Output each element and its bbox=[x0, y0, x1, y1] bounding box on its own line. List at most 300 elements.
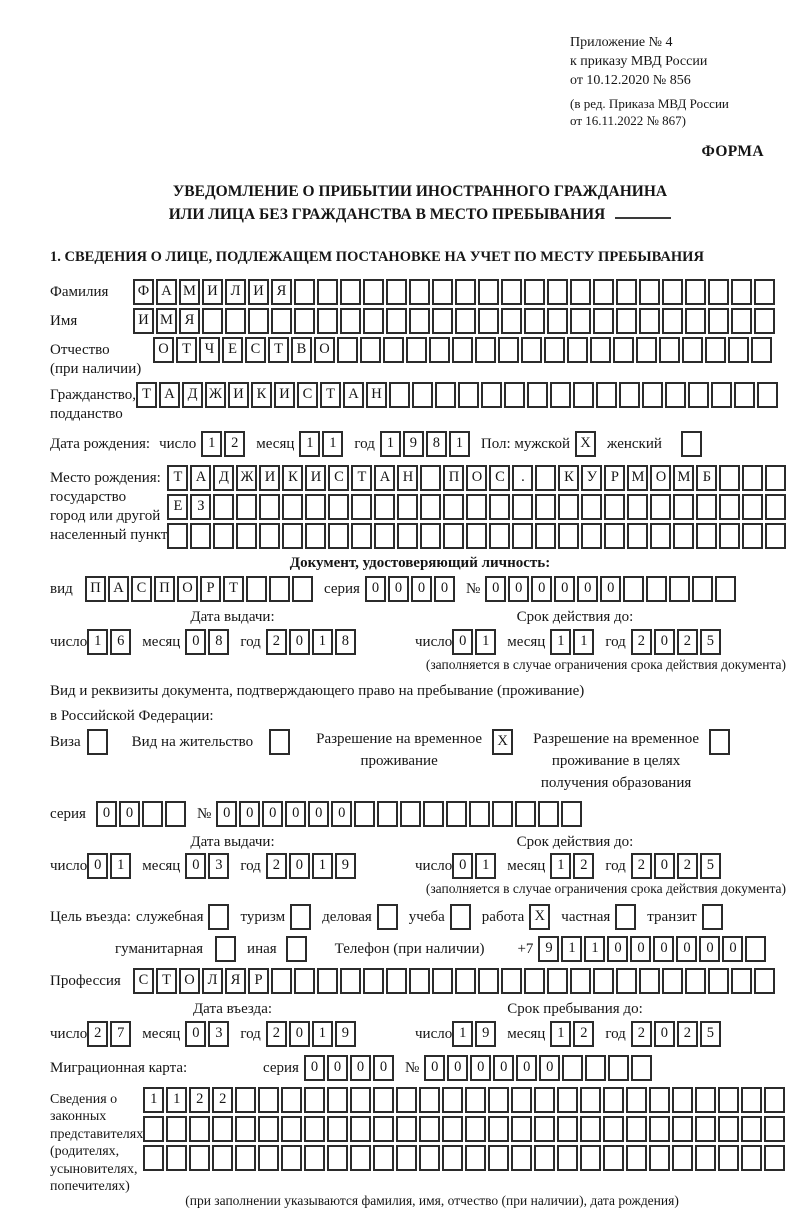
char-box[interactable]: 1 bbox=[322, 431, 343, 457]
char-box[interactable]: 1 bbox=[561, 936, 582, 962]
char-box[interactable] bbox=[580, 1087, 601, 1113]
char-box[interactable] bbox=[672, 1087, 693, 1113]
char-box[interactable] bbox=[419, 1116, 440, 1142]
char-box[interactable]: 2 bbox=[266, 853, 287, 879]
char-box[interactable]: С bbox=[245, 337, 266, 363]
char-box[interactable] bbox=[409, 968, 430, 994]
char-box[interactable] bbox=[627, 523, 648, 549]
char-box[interactable] bbox=[742, 494, 763, 520]
char-box[interactable] bbox=[202, 308, 223, 334]
char-box[interactable]: Т bbox=[167, 465, 188, 491]
char-box[interactable] bbox=[354, 801, 375, 827]
char-box[interactable] bbox=[688, 382, 709, 408]
char-box[interactable] bbox=[465, 1087, 486, 1113]
char-box[interactable] bbox=[512, 494, 533, 520]
char-box[interactable] bbox=[236, 494, 257, 520]
char-box[interactable]: 7 bbox=[110, 1021, 131, 1047]
char-box[interactable]: З bbox=[190, 494, 211, 520]
char-box[interactable]: 0 bbox=[185, 1021, 206, 1047]
char-box[interactable] bbox=[294, 308, 315, 334]
char-box[interactable] bbox=[501, 308, 522, 334]
char-box[interactable] bbox=[406, 337, 427, 363]
char-box[interactable]: Л bbox=[202, 968, 223, 994]
char-box[interactable] bbox=[662, 279, 683, 305]
char-box[interactable] bbox=[547, 968, 568, 994]
char-box[interactable] bbox=[466, 494, 487, 520]
char-box[interactable] bbox=[235, 1145, 256, 1171]
char-box[interactable] bbox=[534, 1145, 555, 1171]
char-box[interactable] bbox=[235, 1087, 256, 1113]
char-box[interactable]: 0 bbox=[493, 1055, 514, 1081]
char-box[interactable] bbox=[189, 1145, 210, 1171]
char-box[interactable] bbox=[481, 382, 502, 408]
char-box[interactable]: 2 bbox=[212, 1087, 233, 1113]
char-box[interactable] bbox=[328, 523, 349, 549]
char-box[interactable] bbox=[489, 523, 510, 549]
char-box[interactable] bbox=[259, 494, 280, 520]
char-box[interactable] bbox=[340, 968, 361, 994]
char-box[interactable] bbox=[478, 968, 499, 994]
char-box[interactable] bbox=[511, 1116, 532, 1142]
char-box[interactable]: Т bbox=[268, 337, 289, 363]
char-box[interactable]: 1 bbox=[312, 1021, 333, 1047]
char-box[interactable] bbox=[535, 494, 556, 520]
char-box[interactable] bbox=[669, 576, 690, 602]
char-box[interactable] bbox=[728, 337, 749, 363]
char-box[interactable]: 2 bbox=[631, 629, 652, 655]
char-box[interactable] bbox=[705, 337, 726, 363]
char-box[interactable] bbox=[258, 1116, 279, 1142]
char-box[interactable] bbox=[590, 337, 611, 363]
char-box[interactable] bbox=[478, 308, 499, 334]
char-box[interactable] bbox=[469, 801, 490, 827]
char-box[interactable]: 1 bbox=[312, 629, 333, 655]
char-box[interactable] bbox=[455, 279, 476, 305]
char-box[interactable] bbox=[636, 337, 657, 363]
char-box[interactable]: Е bbox=[167, 494, 188, 520]
char-box[interactable] bbox=[741, 1116, 762, 1142]
char-box[interactable]: Т bbox=[176, 337, 197, 363]
char-box[interactable] bbox=[455, 968, 476, 994]
char-box[interactable] bbox=[235, 1116, 256, 1142]
visa-checkbox[interactable] bbox=[87, 729, 108, 755]
char-box[interactable]: М bbox=[179, 279, 200, 305]
char-box[interactable] bbox=[711, 382, 732, 408]
char-box[interactable]: 0 bbox=[350, 1055, 371, 1081]
purpose-sluzhebnaya-checkbox[interactable] bbox=[208, 904, 229, 930]
char-box[interactable] bbox=[719, 523, 740, 549]
char-box[interactable] bbox=[719, 465, 740, 491]
char-box[interactable]: А bbox=[156, 279, 177, 305]
char-box[interactable] bbox=[501, 279, 522, 305]
char-box[interactable]: 3 bbox=[208, 1021, 229, 1047]
char-box[interactable] bbox=[642, 382, 663, 408]
char-box[interactable] bbox=[649, 1116, 670, 1142]
purpose-turizm-checkbox[interactable] bbox=[290, 904, 311, 930]
char-box[interactable]: 0 bbox=[304, 1055, 325, 1081]
char-box[interactable]: 0 bbox=[577, 576, 598, 602]
char-box[interactable]: 8 bbox=[208, 629, 229, 655]
char-box[interactable] bbox=[558, 523, 579, 549]
char-box[interactable] bbox=[662, 308, 683, 334]
char-box[interactable]: Т bbox=[320, 382, 341, 408]
char-box[interactable]: Ж bbox=[236, 465, 257, 491]
char-box[interactable] bbox=[731, 968, 752, 994]
char-box[interactable] bbox=[764, 1087, 785, 1113]
char-box[interactable]: 0 bbox=[485, 576, 506, 602]
char-box[interactable] bbox=[650, 523, 671, 549]
char-box[interactable]: 0 bbox=[722, 936, 743, 962]
char-box[interactable]: 1 bbox=[550, 1021, 571, 1047]
char-box[interactable] bbox=[501, 968, 522, 994]
char-box[interactable] bbox=[708, 968, 729, 994]
char-box[interactable] bbox=[623, 576, 644, 602]
char-box[interactable]: С bbox=[328, 465, 349, 491]
char-box[interactable]: 9 bbox=[403, 431, 424, 457]
char-box[interactable] bbox=[504, 382, 525, 408]
char-box[interactable] bbox=[695, 1087, 716, 1113]
char-box[interactable] bbox=[423, 801, 444, 827]
char-box[interactable] bbox=[294, 279, 315, 305]
char-box[interactable]: 6 bbox=[110, 629, 131, 655]
char-box[interactable]: 0 bbox=[516, 1055, 537, 1081]
char-box[interactable]: А bbox=[343, 382, 364, 408]
char-box[interactable] bbox=[550, 382, 571, 408]
char-box[interactable]: 0 bbox=[365, 576, 386, 602]
char-box[interactable] bbox=[557, 1116, 578, 1142]
char-box[interactable] bbox=[524, 308, 545, 334]
char-box[interactable]: 0 bbox=[630, 936, 651, 962]
char-box[interactable] bbox=[269, 576, 290, 602]
purpose-inaya-checkbox[interactable] bbox=[286, 936, 307, 962]
char-box[interactable]: 0 bbox=[447, 1055, 468, 1081]
char-box[interactable] bbox=[662, 968, 683, 994]
char-box[interactable] bbox=[419, 1145, 440, 1171]
char-box[interactable] bbox=[562, 1055, 583, 1081]
char-box[interactable] bbox=[258, 1087, 279, 1113]
char-box[interactable]: 0 bbox=[119, 801, 140, 827]
char-box[interactable]: Л bbox=[225, 279, 246, 305]
char-box[interactable] bbox=[672, 1116, 693, 1142]
char-box[interactable] bbox=[396, 1145, 417, 1171]
char-box[interactable] bbox=[294, 968, 315, 994]
purpose-gumanitarnaya-checkbox[interactable] bbox=[215, 936, 236, 962]
char-box[interactable]: 1 bbox=[312, 853, 333, 879]
char-box[interactable] bbox=[432, 279, 453, 305]
char-box[interactable] bbox=[281, 1116, 302, 1142]
char-box[interactable] bbox=[492, 801, 513, 827]
char-box[interactable] bbox=[373, 1087, 394, 1113]
char-box[interactable] bbox=[189, 1116, 210, 1142]
char-box[interactable] bbox=[742, 523, 763, 549]
char-box[interactable] bbox=[142, 801, 163, 827]
char-box[interactable]: 1 bbox=[550, 629, 571, 655]
char-box[interactable] bbox=[397, 523, 418, 549]
char-box[interactable] bbox=[478, 279, 499, 305]
char-box[interactable] bbox=[627, 494, 648, 520]
char-box[interactable] bbox=[754, 279, 775, 305]
char-box[interactable] bbox=[165, 801, 186, 827]
char-box[interactable] bbox=[608, 1055, 629, 1081]
char-box[interactable]: 0 bbox=[331, 801, 352, 827]
char-box[interactable] bbox=[511, 1145, 532, 1171]
char-box[interactable]: . bbox=[512, 465, 533, 491]
char-box[interactable] bbox=[616, 968, 637, 994]
char-box[interactable] bbox=[751, 337, 772, 363]
char-box[interactable]: О bbox=[153, 337, 174, 363]
char-box[interactable] bbox=[246, 576, 267, 602]
char-box[interactable] bbox=[696, 523, 717, 549]
char-box[interactable] bbox=[558, 494, 579, 520]
char-box[interactable] bbox=[327, 1116, 348, 1142]
temp-residence-edu-checkbox[interactable] bbox=[709, 729, 730, 755]
purpose-chastnaya-checkbox[interactable] bbox=[615, 904, 636, 930]
char-box[interactable]: 0 bbox=[654, 629, 675, 655]
char-box[interactable] bbox=[593, 308, 614, 334]
char-box[interactable] bbox=[672, 1145, 693, 1171]
char-box[interactable] bbox=[535, 465, 556, 491]
char-box[interactable] bbox=[511, 1087, 532, 1113]
char-box[interactable]: У bbox=[581, 465, 602, 491]
char-box[interactable] bbox=[212, 1145, 233, 1171]
char-box[interactable]: 0 bbox=[452, 853, 473, 879]
char-box[interactable]: А bbox=[108, 576, 129, 602]
char-box[interactable] bbox=[143, 1145, 164, 1171]
char-box[interactable] bbox=[282, 523, 303, 549]
char-box[interactable]: Р bbox=[248, 968, 269, 994]
char-box[interactable] bbox=[580, 1145, 601, 1171]
char-box[interactable] bbox=[317, 308, 338, 334]
char-box[interactable] bbox=[521, 337, 542, 363]
char-box[interactable] bbox=[258, 1145, 279, 1171]
char-box[interactable] bbox=[317, 968, 338, 994]
char-box[interactable] bbox=[718, 1087, 739, 1113]
char-box[interactable] bbox=[626, 1087, 647, 1113]
purpose-rabota-checkbox[interactable]: X bbox=[529, 904, 550, 930]
char-box[interactable] bbox=[515, 801, 536, 827]
char-box[interactable] bbox=[340, 279, 361, 305]
char-box[interactable] bbox=[527, 382, 548, 408]
char-box[interactable] bbox=[616, 279, 637, 305]
char-box[interactable] bbox=[465, 1145, 486, 1171]
char-box[interactable] bbox=[396, 1087, 417, 1113]
char-box[interactable] bbox=[719, 494, 740, 520]
char-box[interactable]: 0 bbox=[654, 1021, 675, 1047]
char-box[interactable]: 1 bbox=[475, 853, 496, 879]
char-box[interactable] bbox=[351, 494, 372, 520]
char-box[interactable]: П bbox=[443, 465, 464, 491]
char-box[interactable] bbox=[420, 494, 441, 520]
char-box[interactable] bbox=[685, 968, 706, 994]
char-box[interactable] bbox=[715, 576, 736, 602]
char-box[interactable] bbox=[420, 523, 441, 549]
char-box[interactable]: 1 bbox=[143, 1087, 164, 1113]
char-box[interactable] bbox=[561, 801, 582, 827]
char-box[interactable] bbox=[458, 382, 479, 408]
char-box[interactable] bbox=[685, 308, 706, 334]
residence-permit-checkbox[interactable] bbox=[269, 729, 290, 755]
char-box[interactable]: К bbox=[251, 382, 272, 408]
char-box[interactable] bbox=[585, 1055, 606, 1081]
char-box[interactable] bbox=[631, 1055, 652, 1081]
char-box[interactable]: 2 bbox=[631, 853, 652, 879]
char-box[interactable] bbox=[236, 523, 257, 549]
char-box[interactable] bbox=[432, 968, 453, 994]
char-box[interactable] bbox=[351, 523, 372, 549]
char-box[interactable] bbox=[435, 382, 456, 408]
char-box[interactable] bbox=[764, 1116, 785, 1142]
char-box[interactable] bbox=[281, 1145, 302, 1171]
char-box[interactable] bbox=[745, 936, 766, 962]
sex-male-checkbox[interactable]: X bbox=[575, 431, 596, 457]
char-box[interactable] bbox=[489, 494, 510, 520]
char-box[interactable]: 0 bbox=[185, 853, 206, 879]
char-box[interactable] bbox=[374, 494, 395, 520]
char-box[interactable]: П bbox=[85, 576, 106, 602]
char-box[interactable]: Т bbox=[223, 576, 244, 602]
char-box[interactable]: 5 bbox=[700, 1021, 721, 1047]
char-box[interactable]: Б bbox=[696, 465, 717, 491]
char-box[interactable] bbox=[534, 1116, 555, 1142]
char-box[interactable]: 1 bbox=[110, 853, 131, 879]
char-box[interactable]: 2 bbox=[677, 853, 698, 879]
char-box[interactable]: 1 bbox=[449, 431, 470, 457]
char-box[interactable]: Я bbox=[225, 968, 246, 994]
purpose-tranzit-checkbox[interactable] bbox=[702, 904, 723, 930]
char-box[interactable] bbox=[718, 1145, 739, 1171]
char-box[interactable] bbox=[327, 1145, 348, 1171]
char-box[interactable]: 5 bbox=[700, 629, 721, 655]
char-box[interactable] bbox=[389, 382, 410, 408]
char-box[interactable]: 0 bbox=[96, 801, 117, 827]
char-box[interactable]: С bbox=[133, 968, 154, 994]
char-box[interactable] bbox=[363, 308, 384, 334]
char-box[interactable] bbox=[498, 337, 519, 363]
char-box[interactable] bbox=[524, 968, 545, 994]
char-box[interactable]: Я bbox=[179, 308, 200, 334]
char-box[interactable] bbox=[524, 279, 545, 305]
char-box[interactable]: 0 bbox=[185, 629, 206, 655]
char-box[interactable]: О bbox=[177, 576, 198, 602]
char-box[interactable] bbox=[304, 1087, 325, 1113]
char-box[interactable] bbox=[327, 1087, 348, 1113]
char-box[interactable] bbox=[616, 308, 637, 334]
char-box[interactable] bbox=[512, 523, 533, 549]
char-box[interactable] bbox=[409, 279, 430, 305]
char-box[interactable] bbox=[432, 308, 453, 334]
char-box[interactable]: Н bbox=[366, 382, 387, 408]
char-box[interactable]: М bbox=[673, 465, 694, 491]
char-box[interactable] bbox=[639, 308, 660, 334]
char-box[interactable]: 0 bbox=[239, 801, 260, 827]
char-box[interactable]: 2 bbox=[266, 1021, 287, 1047]
char-box[interactable] bbox=[475, 337, 496, 363]
char-box[interactable] bbox=[570, 279, 591, 305]
char-box[interactable] bbox=[190, 523, 211, 549]
char-box[interactable] bbox=[682, 337, 703, 363]
char-box[interactable] bbox=[143, 1116, 164, 1142]
char-box[interactable]: Р bbox=[200, 576, 221, 602]
char-box[interactable]: Ч bbox=[199, 337, 220, 363]
char-box[interactable]: 0 bbox=[434, 576, 455, 602]
char-box[interactable]: 0 bbox=[411, 576, 432, 602]
char-box[interactable]: Р bbox=[604, 465, 625, 491]
char-box[interactable]: И bbox=[248, 279, 269, 305]
char-box[interactable]: Т bbox=[156, 968, 177, 994]
char-box[interactable]: И bbox=[305, 465, 326, 491]
char-box[interactable] bbox=[363, 968, 384, 994]
char-box[interactable]: Д bbox=[182, 382, 203, 408]
char-box[interactable] bbox=[386, 308, 407, 334]
char-box[interactable]: 0 bbox=[327, 1055, 348, 1081]
char-box[interactable] bbox=[639, 279, 660, 305]
char-box[interactable] bbox=[373, 1145, 394, 1171]
char-box[interactable] bbox=[538, 801, 559, 827]
char-box[interactable] bbox=[570, 308, 591, 334]
char-box[interactable]: 0 bbox=[424, 1055, 445, 1081]
char-box[interactable] bbox=[452, 337, 473, 363]
char-box[interactable] bbox=[547, 279, 568, 305]
char-box[interactable] bbox=[696, 494, 717, 520]
char-box[interactable] bbox=[659, 337, 680, 363]
char-box[interactable] bbox=[765, 465, 786, 491]
char-box[interactable] bbox=[573, 382, 594, 408]
char-box[interactable] bbox=[271, 308, 292, 334]
char-box[interactable] bbox=[604, 523, 625, 549]
char-box[interactable]: 9 bbox=[335, 1021, 356, 1047]
char-box[interactable]: О bbox=[466, 465, 487, 491]
char-box[interactable]: А bbox=[374, 465, 395, 491]
char-box[interactable] bbox=[292, 576, 313, 602]
char-box[interactable] bbox=[603, 1087, 624, 1113]
char-box[interactable]: 9 bbox=[335, 853, 356, 879]
char-box[interactable] bbox=[259, 523, 280, 549]
char-box[interactable] bbox=[581, 494, 602, 520]
char-box[interactable] bbox=[649, 1087, 670, 1113]
char-box[interactable] bbox=[350, 1116, 371, 1142]
char-box[interactable] bbox=[567, 337, 588, 363]
purpose-delovaya-checkbox[interactable] bbox=[377, 904, 398, 930]
char-box[interactable] bbox=[363, 279, 384, 305]
char-box[interactable] bbox=[580, 1116, 601, 1142]
char-box[interactable] bbox=[708, 279, 729, 305]
char-box[interactable] bbox=[673, 523, 694, 549]
char-box[interactable] bbox=[340, 308, 361, 334]
char-box[interactable] bbox=[442, 1116, 463, 1142]
char-box[interactable] bbox=[593, 279, 614, 305]
char-box[interactable] bbox=[547, 308, 568, 334]
char-box[interactable]: 5 bbox=[700, 853, 721, 879]
char-box[interactable] bbox=[544, 337, 565, 363]
char-box[interactable]: 1 bbox=[573, 629, 594, 655]
char-box[interactable]: Ж bbox=[205, 382, 226, 408]
char-box[interactable]: 0 bbox=[539, 1055, 560, 1081]
char-box[interactable]: 0 bbox=[653, 936, 674, 962]
char-box[interactable]: 0 bbox=[308, 801, 329, 827]
char-box[interactable]: 2 bbox=[87, 1021, 108, 1047]
char-box[interactable] bbox=[581, 523, 602, 549]
char-box[interactable] bbox=[317, 279, 338, 305]
char-box[interactable]: 0 bbox=[373, 1055, 394, 1081]
char-box[interactable]: К bbox=[282, 465, 303, 491]
char-box[interactable] bbox=[765, 523, 786, 549]
char-box[interactable]: 2 bbox=[677, 629, 698, 655]
char-box[interactable] bbox=[603, 1145, 624, 1171]
char-box[interactable] bbox=[731, 279, 752, 305]
char-box[interactable]: 0 bbox=[699, 936, 720, 962]
char-box[interactable] bbox=[764, 1145, 785, 1171]
char-box[interactable] bbox=[741, 1087, 762, 1113]
